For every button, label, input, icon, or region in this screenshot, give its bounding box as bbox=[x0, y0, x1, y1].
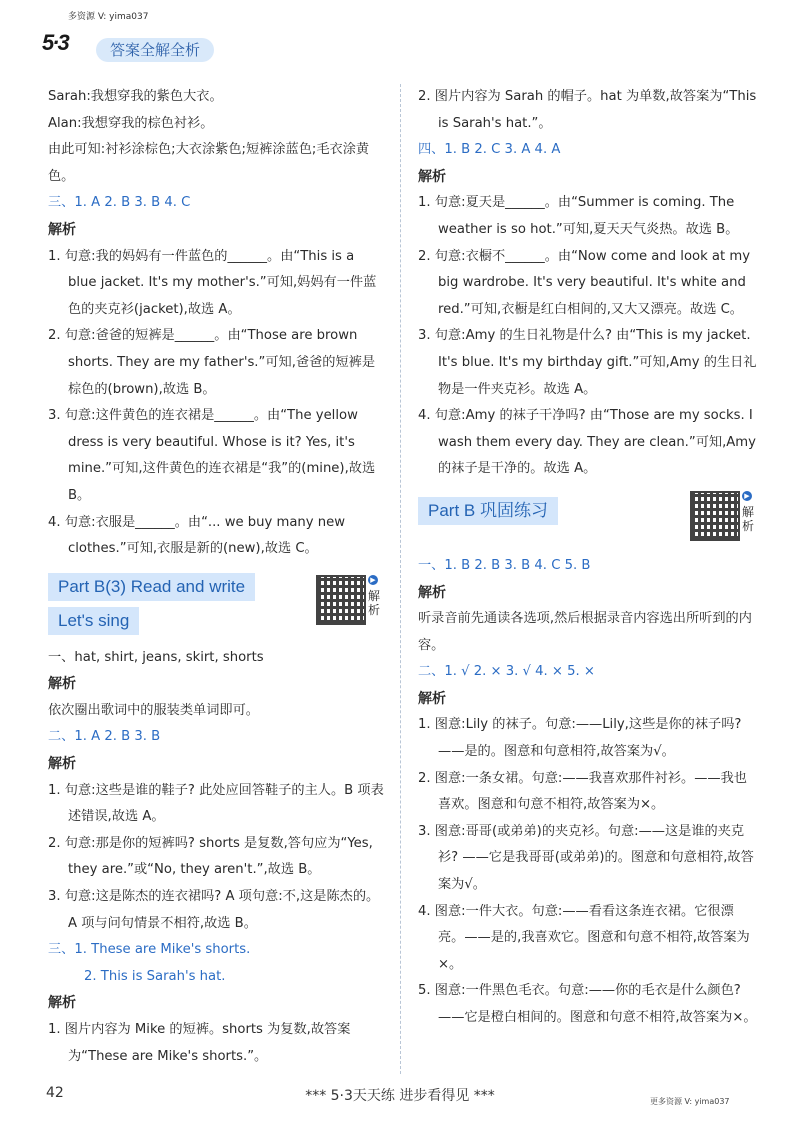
jiexi-heading: 解析 bbox=[48, 756, 76, 773]
explanation-item: 3. 句意:这是陈杰的连衣裙吗? A 项句意:不,这是陈杰的。A 项与问句情景不相符,故选 B。 bbox=[48, 889, 380, 931]
section-answer-heading: 一、hat, shirt, jeans, skirt, shorts bbox=[48, 649, 264, 665]
header-banner: 答案全解全析 bbox=[96, 38, 214, 62]
jiexi-heading: 解析 bbox=[418, 168, 446, 185]
text-line: 由此可知:衬衫涂棕色;大衣涂紫色;短裤涂蓝色;毛衣涂黄色。 bbox=[48, 142, 370, 184]
section-answer-heading: 三、1. These are Mike's shorts. bbox=[48, 942, 251, 958]
footer-slogan: *** 5·3天天练 进步看得见 *** bbox=[305, 1088, 495, 1104]
part-subtitle: Let's sing bbox=[48, 607, 139, 635]
answer-line: 2. This is Sarah's hat. bbox=[84, 968, 226, 984]
explanation-item: 4. 句意:Amy 的袜子干净吗? 由“Those are my socks. I wash them every day. They are clean.”可知,Amy 的袜子是干净的。故选 A。 bbox=[418, 408, 756, 477]
play-arrow-icon: ▶ bbox=[368, 575, 378, 585]
part-title: Part B(3) Read and write bbox=[48, 573, 255, 601]
play-arrow-icon: ▶ bbox=[742, 491, 752, 501]
qr-label: 解析 bbox=[368, 588, 381, 617]
left-column bbox=[48, 84, 384, 1070]
explanation-item: 1. 图意:Lily 的袜子。句意:——Lily,这些是你的袜子吗? ——是的。图意和句意相符,故答案为√。 bbox=[418, 717, 742, 760]
part-title-block bbox=[48, 571, 384, 641]
footer-small-text: 更多资源 V: yima037 bbox=[650, 1097, 730, 1106]
explanation-item: 4. 句意:衣服是______。由“... we buy many new clothes.”可知,衣服是新的(new),故选 C。 bbox=[48, 514, 346, 557]
section-answer-heading: 三、1. A 2. B 3. B 4. C bbox=[48, 195, 191, 211]
explanation-item: 1. 句意:我的妈妈有一件蓝色的______。由“This is a blue jacket. It's my mother's.”可知,妈妈有一件蓝色的夹克衫(jacket),故选 A。 bbox=[48, 248, 377, 317]
right-column bbox=[418, 84, 758, 1032]
explanation-item: 2. 句意:那是你的短裤吗? shorts 是复数,答句应为“Yes, they are.”或“No, they aren't.”,故选 B。 bbox=[48, 835, 373, 878]
explanation-item: 2. 句意:衣橱不______。由“Now come and look at my big wardrobe. It's very beautiful. It's white and red.”可知,衣橱是红白相间的,又大又漂亮。故选 C。 bbox=[418, 248, 751, 317]
explanation-text: 听录音前先通读各选项,然后根据录音内容选出所听到的内容。 bbox=[418, 611, 752, 653]
explanation-item: 1. 句意:这些是谁的鞋子? 此处应回答鞋子的主人。B 项表述错误,故选 A。 bbox=[48, 782, 384, 825]
explanation-item: 3. 句意:这件黄色的连衣裙是______。由“The yellow dress is very beautiful. Whose is it? Yes, it's mine.”可知,这件黄色的连衣裙是“我”的(mine),故选 B。 bbox=[48, 408, 376, 503]
explanation-item: 2. 图片内容为 Sarah 的帽子。hat 为单数,故答案为“This is Sarah's hat.”。 bbox=[418, 89, 757, 131]
top-small-text: 多资源 V: yima037 bbox=[68, 12, 149, 22]
qr-label: 解析 bbox=[742, 504, 755, 533]
explanation-item: 4. 图意:一件大衣。句意:——看看这条连衣裙。它很漂亮。——是的,我喜欢它。图意和句意不相符,故答案为×。 bbox=[418, 903, 750, 972]
column-divider bbox=[400, 84, 401, 1074]
section-answer-heading: 一、1. B 2. B 3. B 4. C 5. B bbox=[418, 557, 591, 573]
section-answer-heading: 二、1. A 2. B 3. B bbox=[48, 729, 161, 745]
explanation-item: 1. 图片内容为 Mike 的短裤。shorts 为复数,故答案为“These are Mike's shorts.”。 bbox=[48, 1022, 351, 1064]
jiexi-heading: 解析 bbox=[48, 995, 76, 1012]
section-answer-heading: 四、1. B 2. C 3. A 4. A bbox=[418, 142, 561, 158]
part-title: Part B 巩固练习 bbox=[418, 497, 558, 525]
qr-code-icon[interactable] bbox=[690, 491, 740, 541]
text-line: Alan:我想穿我的棕色衬衫。 bbox=[48, 115, 214, 131]
page-number: 42 bbox=[46, 1085, 64, 1101]
brand-logo: 5·3 bbox=[42, 30, 68, 55]
explanation-item: 3. 图意:哥哥(或弟弟)的夹克衫。句意:——这是谁的夹克衫? ——它是我哥哥(或弟弟)的。图意和句意相符,故答案为√。 bbox=[418, 823, 754, 893]
part-title-block bbox=[418, 491, 758, 547]
explanation-item: 5. 图意:一件黑色毛衣。句意:——你的毛衣是什么颜色? ——它是橙白相间的。图意和句意不相符,故答案为×。 bbox=[418, 983, 757, 1025]
jiexi-heading: 解析 bbox=[418, 584, 446, 601]
explanation-item: 2. 句意:爸爸的短裤是______。由“Those are brown shorts. They are my father's.”可知,爸爸的短裤是棕色的(brown),故选 B。 bbox=[48, 328, 376, 397]
explanation-item: 2. 图意:一条女裙。句意:——我喜欢那件衬衫。——我也喜欢。图意和句意不相符,故答案为×。 bbox=[418, 770, 747, 813]
qr-code-icon[interactable] bbox=[316, 575, 366, 625]
jiexi-heading: 解析 bbox=[48, 676, 76, 693]
jiexi-heading: 解析 bbox=[48, 221, 76, 238]
section-answer-heading: 二、1. √ 2. × 3. √ 4. × 5. × bbox=[418, 664, 595, 680]
explanation-text: 依次圈出歌词中的服装类单词即可。 bbox=[48, 702, 259, 718]
explanation-item: 3. 句意:Amy 的生日礼物是什么? 由“This is my jacket. It's blue. It's my birthday gift.”可知,Amy 的生日礼物是一件夹克衫。故选 A。 bbox=[418, 328, 757, 397]
jiexi-heading: 解析 bbox=[418, 690, 446, 707]
text-line: Sarah:我想穿我的紫色大衣。 bbox=[48, 89, 223, 104]
explanation-item: 1. 句意:夏天是______。由“Summer is coming. The weather is so hot.”可知,夏天天气炎热。故选 B。 bbox=[418, 195, 739, 237]
